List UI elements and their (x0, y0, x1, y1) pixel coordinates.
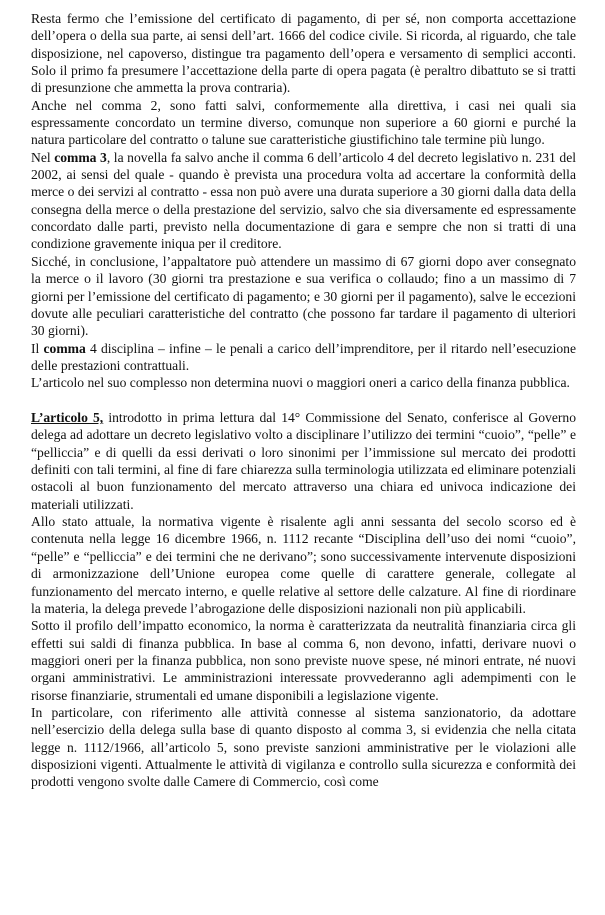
paragraph-text: introdotto in prima lettura dal 14° Commissione del Senato, conferisce al Governo delega ad adottare un decreto legislativo volto a disciplinare l’utilizzo dei termini “cuoio”, “pelle” e “pelliccia” e di quelli da essi derivati o loro sinonimi per l’immissione sul mercato dei prodotti definiti con tali termini, al fine di fare chiarezza sulla terminologia utilizzata ed eliminare potenziali ostacoli al buon funzionamento del mercato attraverso una chiara ed univoca indicazione dei materiali utilizzati. (31, 410, 576, 512)
paragraph-text: Sotto il profilo dell’impatto economico, la norma è caratterizzata da neutralità finanziaria circa gli effetti sui saldi di finanza pubblica. In base al comma 6, non devono, infatti, derivare nuovi o maggiori oneri per la finanza pubblica, non sono previste nuove spese, né minori entrate, né nuovi organi amministrativi. Le amministrazioni interessate provvederanno agli adempimenti con le risorse finanziarie, strumentali ed umane disponibili a legislazione vigente. (31, 618, 576, 703)
paragraph-text: Il (31, 340, 44, 356)
document-page (31, 10, 576, 791)
paragraph-current-legislation (31, 513, 576, 617)
bold-term-comma-3: comma 3 (54, 149, 107, 165)
paragraph-text: Nel (31, 149, 55, 165)
paragraph-articolo-5 (31, 409, 576, 513)
paragraph-sanctions (31, 704, 576, 791)
section-heading-articolo-5: L’articolo 5, (31, 410, 104, 426)
paragraph-text: Sicché, in conclusione, l’appaltatore può attendere un massimo di 67 giorni dopo aver consegnato la merce o il lavoro (30 giorni tra prestazione e sua verifica o collaudo; fino a un massimo di 7 giorni per l’emissione del certificato di pagamento; e 30 giorni per il pagamento), salve le eccezioni dovute alle peculiari caratteristiche del contratto (che possono far tardare il pagamento di ulteriori 30 giorni). (31, 253, 576, 339)
paragraph-conclusion (31, 253, 576, 340)
paragraph-comma-3 (31, 149, 576, 253)
paragraph-text: L’articolo nel suo complesso non determina nuovi o maggiori oneri a carico della finanza pubblica. (31, 375, 570, 391)
paragraph-comma-2 (31, 97, 576, 149)
paragraph-text: 4 disciplina – infine – le penali a carico dell’imprenditore, per il ritardo nell’esecuzione delle prestazioni contrattuali. (31, 340, 577, 373)
paragraph-comma-4 (31, 340, 576, 375)
paragraph-text: Resta fermo che l’emissione del certificato di pagamento, di per sé, non comporta accettazione dell’opera o della sua parte, ai sensi dell’art. 1666 del codice civile. Si ricorda, al riguardo, che tale disposizione, nel capoverso, distingue tra pagamento dell’opera e versamento di semplici acconti. Solo il primo fa presumere l’accettazione della parte di opera pagata (è peraltro dibattuto se si tratti di presunzione che ammetta la prova contraria). (31, 11, 576, 96)
paragraph-spacer (31, 392, 576, 410)
paragraph-economic-impact (31, 617, 576, 704)
paragraph-text: , la novella fa salvo anche il comma 6 dell’articolo 4 del decreto legislativo n. 231 del 2002, ai sensi del quale - quando è prevista una procedura volta ad accertare la conformità della merce o dei servizi al contratto - essa non può avere una durata superiore a 30 giorni dalla data della consegna della merce o della prestazione del servizio, salvo che sia diversamente ed espressamente concordato dalle parti, previsto nella documentazione di gara e sempre che non si tratti di una condizione gravemente iniqua per il creditore. (31, 149, 577, 252)
paragraph-text: Allo stato attuale, la normativa vigente è risalente agli anni sessanta del secolo scorso ed è contenuta nella legge 16 dicembre 1966, n. 1112 recante “Disciplina dell’uso dei nomi “cuoio”, “pelle” e “pelliccia” e dei termini che ne derivano”; sono successivamente intervenute disposizioni di armonizzazione dell’Unione europea come quelle di carattere generale, collegate al funzionamento del mercato interno, e quelle relative al settore delle calzature. Al fine di riordinare la materia, la delega prevede l’abrogazione delle disposizioni nazionali non più applicabili. (31, 514, 576, 616)
bold-term-comma: comma (43, 340, 86, 356)
paragraph-text: In particolare, con riferimento alle attività connesse al sistema sanzionatorio, da adottare nell’esercizio della delega sulla base di quanto disposto al comma 3, si evidenzia che nella citata legge n. 1112/1966, all’articolo 5, sono previste sanzioni amministrative per le violazioni alle disposizioni vigenti. Attualmente le attività di vigilanza e controllo sulla sicurezza e conformità dei prodotti vengono svolte dalle Camere di Commercio, così come (31, 704, 576, 790)
paragraph-certificate-acceptance (31, 10, 576, 97)
paragraph-text: Anche nel comma 2, sono fatti salvi, conformemente alla direttiva, i casi nei quali sia espressamente concordato un termine diverso, comunque non superiore a 60 giorni e purché la natura particolare del contratto o talune sue caratteristiche giustifichino tale termine più lungo. (31, 97, 576, 148)
paragraph-no-new-costs (31, 374, 576, 391)
